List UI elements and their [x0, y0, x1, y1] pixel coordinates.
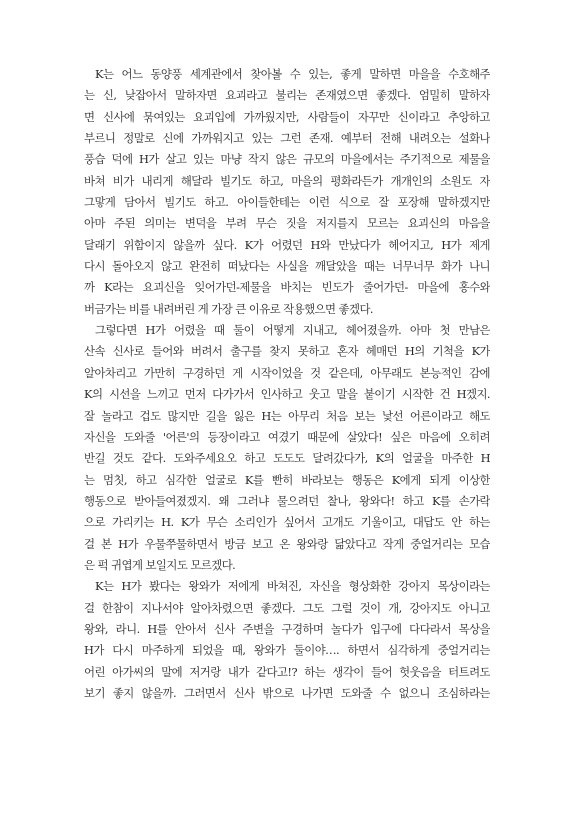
text-line: K는 어느 동양풍 세계관에서 찾아볼 수 있는, 좋게 말하면 마을을 수호해주	[95, 67, 490, 81]
text-line: 부르니 정말로 신에 가까워지고 있는 그런 존재. 예부터 전해 내려오는 설화나	[84, 131, 490, 146]
text-line: 왕와, 라니. H를 안아서 신사 주변을 구경하며 놀다가 입구에 다다라서 목상을	[84, 621, 490, 636]
text-line: 달래기 위함이지 않을까 싶다. K가 어렸던 H와 만났다가 헤어지고, H가 제게	[84, 237, 490, 252]
text-line: 은 퍽 귀엽게 보일지도 모르겠다.	[84, 557, 236, 572]
text-line: 자신을 도와줄 '어른'의 등장이라고 여겼기 때문에 살았다! 싶은 마음에 오히려	[84, 429, 490, 444]
text-line: 풍습 덕에 H가 살고 있는 마냥 작지 않은 규모의 마을에서는 주기적으로 제물을	[84, 152, 490, 167]
text-line: H가 다시 마주하게 되었을 때, 왕와가 둘이야…. 하면서 심각하게 중얼거리는	[84, 643, 490, 658]
text-line: 반길 것도 같다. 도와주세요오 하고 도도도 달려갔다가, K의 얼굴을 마주한 H	[84, 451, 490, 466]
text-line: 으로 가리키는 H. K가 무슨 소리인가 싶어서 고개도 기울이고, 대답도 안 하는	[84, 515, 490, 530]
paragraph-3	[84, 576, 490, 704]
text-line: 그맣게 담아서 빌기도 하고. 아이들한테는 이런 식으로 잘 포장해 말하겠지만	[84, 195, 490, 210]
text-line: 산속 신사로 들어와 버려서 출구를 찾지 못하고 혼자 헤매던 H의 기척을 K가	[84, 344, 490, 359]
text-line: 까 K라는 요괴신을 잊어가던-제물을 바치는 빈도가 줄어가던- 마을에 홍수와	[84, 280, 490, 295]
text-line: 다시 돌아오지 않고 완전히 떠났다는 사실을 깨달았을 때는 너무너무 화가 나니	[84, 259, 490, 274]
text-line: 행동으로 받아들여졌겠지. 왜 그러냐 물으려던 찰나, 왕와다! 하고 K를 손가락	[84, 493, 490, 508]
text-line: 어린 아가씨의 말에 저거랑 내가 같다고!? 하는 생각이 들어 헛웃음을 터트려도	[84, 664, 490, 679]
text-line: 는 멈칫, 하고 심각한 얼굴로 K를 빤히 바라보는 행동은 K에게 되게 이상한	[84, 472, 490, 487]
text-line: 는 신, 낮잡아서 말하자면 요괴라고 불리는 존재였으면 좋겠다. 엄밀히 말하자	[84, 88, 490, 103]
text-line: 걸 본 H가 우물쭈물하면서 방금 보고 온 왕와랑 닮았다고 작게 중얼거리는 모습	[84, 536, 490, 551]
text-line: 버금가는 비를 내려버린 게 가장 큰 이유로 작용했으면 좋겠다.	[84, 301, 373, 316]
text-line: K의 시선을 느끼고 먼저 다가가서 인사하고 웃고 말을 붙이기 시작한 건 H겠지.	[84, 387, 490, 402]
text-line: K는 H가 봤다는 왕와가 저에게 바쳐진, 자신을 형상화한 강아지 목상이라는	[95, 579, 490, 594]
paragraph-2	[84, 320, 490, 576]
body-text	[84, 64, 490, 704]
text-line: 걸 한참이 지나서야 알아차렸으면 좋겠다. 그도 그럴 것이 개, 강아지도 아니고	[84, 600, 490, 615]
paragraph-1	[84, 64, 490, 320]
text-line: 바쳐 비가 내리게 해달라 빌기도 하고, 마을의 평화라든가 개개인의 소원도 자	[84, 173, 490, 188]
text-line: 면 신사에 묶여있는 요괴입에 가까웠지만, 사람들이 자꾸만 신이라고 추앙하고	[84, 109, 490, 124]
text-line: 아마 주된 의미는 변덕을 부려 무슨 짓을 저지를지 모르는 요괴신의 마음을	[84, 216, 490, 231]
text-line: 잘 놀라고 겁도 많지만 길을 잃은 H는 아무리 처음 보는 낯선 어른이라고 해도	[84, 408, 490, 423]
text-line: 그렇다면 H가 어렸을 때 둘이 어떻게 지내고, 헤어졌을까. 아마 첫 만남은	[95, 323, 490, 338]
text-line: 보기 좋지 않을까. 그러면서 신사 밖으로 나가면 도와줄 수 없으니 조심하라는	[84, 685, 490, 700]
text-line: 알아차리고 가만히 구경하던 게 시작이었을 것 같은데, 아무래도 본능적인 감에	[84, 365, 490, 380]
